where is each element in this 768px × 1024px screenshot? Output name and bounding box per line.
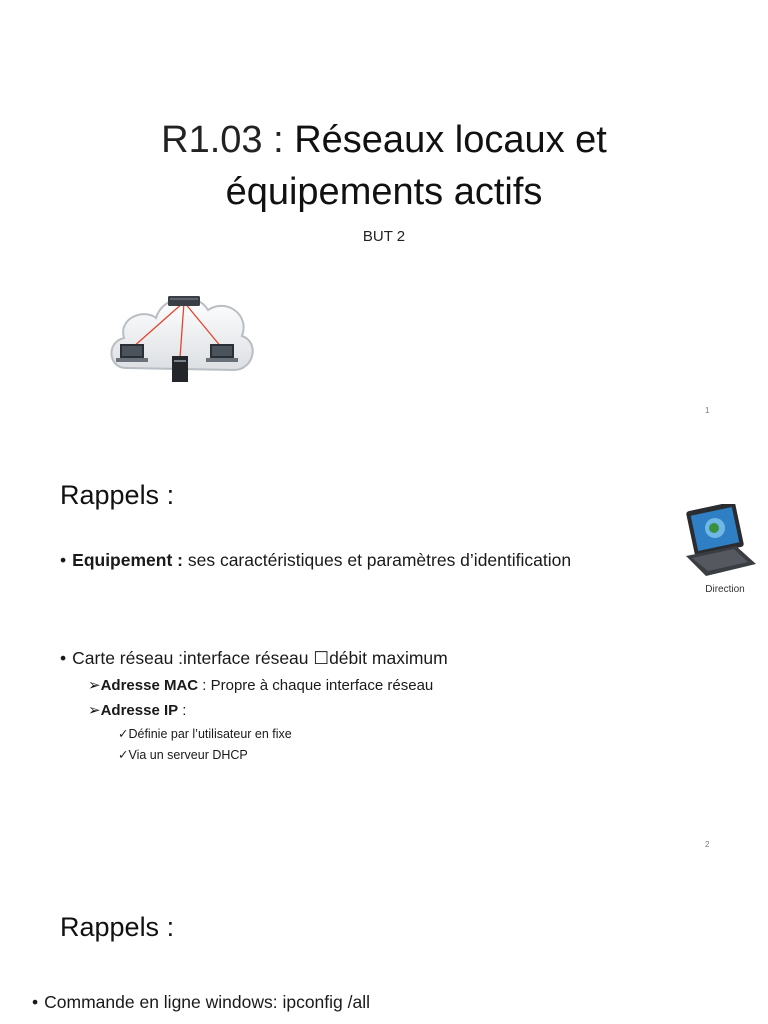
arrow-bullet-icon: ➢ xyxy=(88,677,101,694)
slide-title xyxy=(0,114,768,218)
laptop-left-icon xyxy=(116,344,148,362)
title-line-1: Réseaux locaux et xyxy=(294,119,607,161)
sub-item-text: : xyxy=(178,702,187,719)
switch-icon xyxy=(168,296,200,306)
sub-item-bold: Adresse MAC xyxy=(100,677,199,694)
slide-heading: Rappels : xyxy=(60,912,175,942)
title-line-2: équipements actifs xyxy=(225,171,543,213)
bullet-commande: • Commande en ligne windows: ipconfig /all xyxy=(32,992,371,1012)
subsub-item-fixe xyxy=(118,726,292,741)
slide-1 xyxy=(0,0,768,430)
slide-subtitle: BUT 2 xyxy=(362,228,406,245)
bullet-text: ses caractéristiques et paramètres d’identification xyxy=(182,550,572,570)
bullet-bold-label: Equipement : xyxy=(72,550,183,570)
slide-3 xyxy=(0,870,768,1024)
checkmark-icon: ✓ xyxy=(118,748,129,762)
network-cloud-illustration xyxy=(104,282,258,386)
page-number: 2 xyxy=(705,840,710,849)
bullet-text: Commande en ligne windows: ipconfig /all xyxy=(44,992,371,1012)
course-code: R1.03 : xyxy=(161,119,295,161)
arrow-bullet-icon: ➢ xyxy=(88,702,101,719)
slide-2 xyxy=(0,430,768,870)
slide-heading: Rappels : xyxy=(60,480,175,510)
subsub-item-text: Définie par l’utilisateur en fixe xyxy=(128,727,292,741)
page-number: 1 xyxy=(705,406,710,415)
server-icon xyxy=(172,356,188,382)
subsub-item-text: Via un serveur DHCP xyxy=(128,748,248,762)
subsub-item-dhcp xyxy=(118,747,248,762)
bullet-carte-reseau: • Carte réseau :interface réseau ☐débit maximum xyxy=(60,648,448,668)
laptop-directory-icon xyxy=(680,504,760,582)
sub-item-adresse-mac xyxy=(88,676,433,694)
laptop-caption: Direction xyxy=(705,584,745,595)
sub-item-adresse-ip xyxy=(88,701,186,719)
checkmark-icon: ✓ xyxy=(118,727,129,741)
sub-item-text: : Propre à chaque interface réseau xyxy=(198,677,434,694)
laptop-right-icon xyxy=(206,344,238,362)
bullet-text: Carte réseau :interface réseau ☐débit maximum xyxy=(72,648,448,668)
bullet-equipement: • Equipement : ses caractéristiques et paramètres d’identification xyxy=(60,550,572,570)
sub-item-bold: Adresse IP xyxy=(100,702,179,719)
